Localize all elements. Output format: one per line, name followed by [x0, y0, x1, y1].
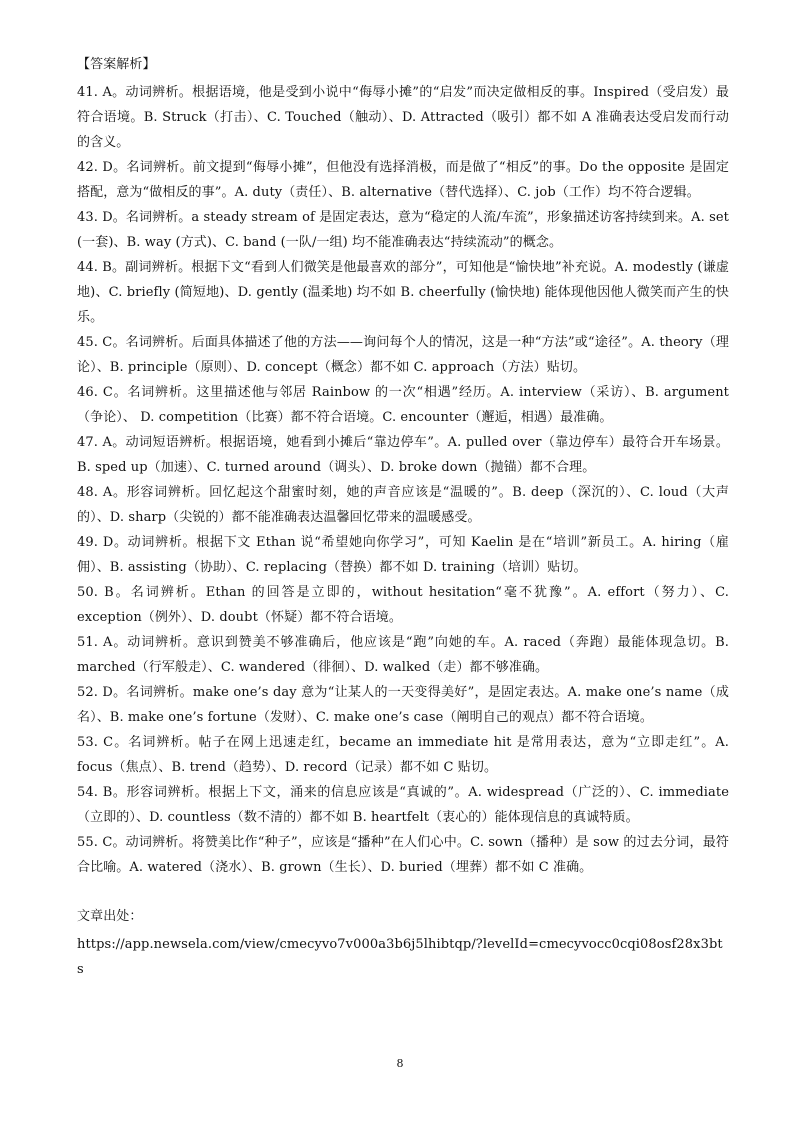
explanation-47: 47. A。动词短语辨析。根据语境，她看到小摊后“靠边停车”。A. pulled over（靠边停车）最符合开车场景。B. sped up（加速）、C. turned around（调头）、D. broke down（抛锚）都不合理。: [77, 435, 729, 475]
explanation-52: 52. D。名词辨析。make one’s day 意为“让某人的一天变得美好”，是固定表达。A. make one’s name（成名）、B. make one’s fortune（发财）、C. make one’s case（阐明自己的观点）都不符合语境。: [77, 685, 729, 725]
explanation-45: 45. C。名词辨析。后面具体描述了他的方法——询问每个人的情况，这是一种“方法”或“途径”。A. theory（理论）、B. principle（原则）、D. concept（概念）都不如 C. approach（方法）贴切。: [77, 335, 729, 375]
source-label: 文章出处：: [77, 909, 143, 924]
explanation-51: 51. A。动词辨析。意识到赞美不够准确后，他应该是“跑”向她的车。A. raced（奔跑）最能体现急切。B. marched（行军般走）、C. wandered（徘徊）、D. walked（走）都不够准确。: [77, 635, 729, 675]
explanation-54: 54. B。形容词辨析。根据上下文，涌来的信息应该是“真诚的”。A. widespread（广泛的）、C. immediate（立即的）、D. countless（数不清的）都不如 B. heartfelt（衷心的）能体现信息的真诚特质。: [77, 785, 729, 825]
explanation-48: 48. A。形容词辨析。回忆起这个甜蜜时刻，她的声音应该是“温暖的”。B. deep（深沉的）、C. loud（大声的）、D. sharp（尖锐的）都不能准确表达温馨回忆带来的温暖感受。: [77, 485, 729, 525]
explanation-42: 42. D。名词辨析。前文提到“侮辱小摊”，但他没有选择消极，而是做了“相反”的事。Do the opposite 是固定搭配，意为“做相反的事”。A. duty（责任）、B. alternative（替代选择）、C. job（工作）均不符合逻辑。: [77, 160, 729, 200]
source-url: https://app.newsela.com/view/cmecyvo7v000a3b6j5lhibtqp/?levelId=cmecyvocc0cqi08osf28x3bts: [77, 937, 723, 977]
explanation-46: 46. C。名词辨析。这里描述他与邻居 Rainbow 的一次“相遇”经历。A. interview（采访）、B. argument（争论）、 D. competition（比赛）都不符合语境。C. encounter（邂逅，相遇）最准确。: [77, 385, 729, 425]
answer-explanations: [77, 52, 729, 982]
explanation-50: 50. B。名词辨析。Ethan 的回答是立即的，without hesitation“毫不犹豫”。A. effort（努力）、C. exception（例外）、D. doubt（怀疑）都不符合语境。: [77, 585, 729, 625]
page-number: 8: [396, 1057, 404, 1070]
explanation-44: 44. B。副词辨析。根据下文“看到人们微笑是他最喜欢的部分”，可知他是“愉快地”补充说。A. modestly (谦虚地)、C. briefly (简短地)、D. gently (温柔地) 均不如 B. cheerfully (愉快地) 能体现他因他人微笑而产生的快乐。: [77, 260, 729, 325]
section-heading: 【答案解析】: [77, 57, 156, 72]
explanation-55: 55. C。动词辨析。将赞美比作“种子”，应该是“播种”在人们心中。C. sown（播种）是 sow 的过去分词，最符合比喻。A. watered（浇水）、B. grown（生长）、D. buried（埋葬）都不如 C 准确。: [77, 835, 729, 875]
explanation-43: 43. D。名词辨析。a steady stream of 是固定表达，意为“稳定的人流/车流”，形象描述访客持续到来。A. set (一套)、B. way (方式)、C. band (一队/一组) 均不能准确表达“持续流动”的概念。: [77, 210, 729, 250]
explanation-41: 41. A。动词辨析。根据语境，他是受到小说中“侮辱小摊”的“启发”而决定做相反的事。Inspired（受启发）最符合语境。B. Struck（打击）、C. Touched（触动）、D. Attracted（吸引）都不如 A 准确表达受启发而行动的含义。: [77, 85, 729, 150]
explanation-49: 49. D。动词辨析。根据下文 Ethan 说“希望她向你学习”，可知 Kaelin 是在“培训”新员工。A. hiring（雇佣）、B. assisting（协助）、C. replacing（替换）都不如 D. training（培训）贴切。: [77, 535, 729, 575]
explanation-53: 53. C。名词辨析。帖子在网上迅速走红，became an immediate hit 是常用表达，意为“立即走红”。A. focus（焦点）、B. trend（趋势）、D. record（记录）都不如 C 贴切。: [77, 735, 729, 775]
